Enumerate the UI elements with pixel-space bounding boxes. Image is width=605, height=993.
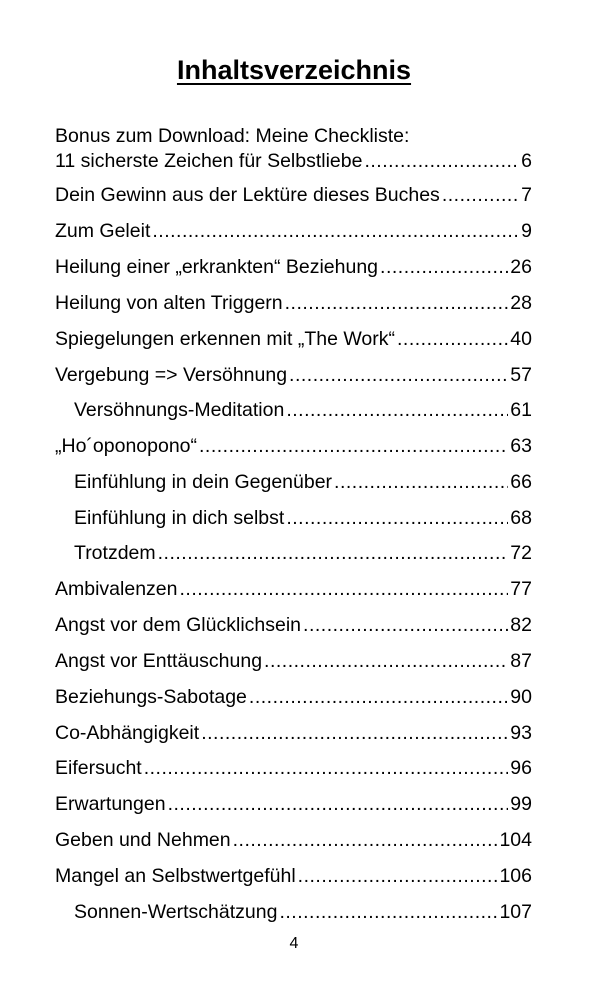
leader-dots <box>179 577 508 602</box>
toc-entry[interactable] <box>55 649 532 674</box>
toc-entry-label: Spiegelungen erkennen mit „The Work“ <box>55 328 395 350</box>
toc-entry[interactable] <box>55 685 532 710</box>
toc-entry[interactable] <box>55 327 532 352</box>
toc-entry-page: 63 <box>510 435 532 457</box>
toc-subentry[interactable] <box>55 541 532 566</box>
toc-entry-page: 77 <box>510 578 532 600</box>
leader-dots <box>144 756 509 781</box>
toc-entry-label: Erwartungen <box>55 793 166 815</box>
toc-entry-page: 7 <box>521 184 532 206</box>
toc-entry[interactable] <box>55 613 532 638</box>
toc-entry-label: Geben und Nehmen <box>55 829 231 851</box>
toc-entry-label-line2: 11 sicherste Zeichen für Selbstliebe <box>55 150 363 172</box>
toc-entry-page: 6 <box>521 150 532 172</box>
toc-entry[interactable] <box>55 219 532 244</box>
toc-entry-label: Co-Abhängigkeit <box>55 722 200 744</box>
toc-entry[interactable] <box>55 721 532 746</box>
toc-entry-page: 96 <box>510 757 532 779</box>
toc-entry-label: Angst vor dem Glücklichsein <box>55 614 302 636</box>
toc-entry[interactable] <box>55 183 532 208</box>
toc-entry[interactable] <box>55 255 532 280</box>
toc-entry-page: 90 <box>510 686 532 708</box>
toc-entry-page: 93 <box>510 722 532 744</box>
toc-entry-page: 107 <box>499 901 532 923</box>
toc-entry-page: 26 <box>510 256 532 278</box>
toc-entry-page: 57 <box>510 364 532 386</box>
toc-entry-page: 87 <box>510 650 532 672</box>
toc-entry-label: Einfühlung in dich selbst <box>74 507 285 529</box>
toc-entry-page: 66 <box>510 471 532 493</box>
toc-entry[interactable] <box>55 864 532 889</box>
leader-dots <box>201 721 508 746</box>
leader-dots <box>279 900 497 925</box>
toc-entry[interactable] <box>55 434 532 459</box>
toc-entry-line2 <box>55 149 532 174</box>
leader-dots <box>152 219 519 244</box>
toc-entry-label: Heilung von alten Triggern <box>55 292 283 314</box>
toc-entry-label: Einfühlung in dein Gegenüber <box>74 471 333 493</box>
toc-entry-bonus[interactable] <box>55 124 532 174</box>
toc-entry[interactable] <box>55 577 532 602</box>
toc-entry[interactable] <box>55 756 532 781</box>
toc-entry-label: Beziehungs-Sabotage <box>55 686 247 708</box>
toc-entry-label: Trotzdem <box>74 542 156 564</box>
leader-dots <box>158 541 509 566</box>
toc-entry[interactable] <box>55 363 532 388</box>
toc-entry[interactable] <box>55 828 532 853</box>
toc-entry-page: 28 <box>510 292 532 314</box>
toc-entry-label-line1: Bonus zum Download: Meine Checkliste: <box>55 125 410 147</box>
toc-entry-label: Mangel an Selbstwertgefühl <box>55 865 296 887</box>
toc-entry[interactable] <box>55 792 532 817</box>
leader-dots <box>334 470 508 495</box>
toc-entry-label: Angst vor Enttäuschung <box>55 650 263 672</box>
toc-entry-label: Sonnen-Wertschätzung <box>74 901 278 923</box>
toc-entry-page: 106 <box>499 865 532 887</box>
toc-entry-label: „Ho´oponopono“ <box>55 435 198 457</box>
toc-subentry[interactable] <box>55 900 532 925</box>
toc-entry-label: Ambivalenzen <box>55 578 178 600</box>
leader-dots <box>233 828 498 853</box>
toc-entry-label: Heilung einer „erkrankten“ Beziehung <box>55 256 379 278</box>
toc-entry-label: Vergebung => Versöhnung <box>55 364 288 386</box>
leader-dots <box>249 685 508 710</box>
leader-dots <box>298 864 498 889</box>
leader-dots <box>303 613 508 638</box>
toc-entry-page: 9 <box>521 220 532 242</box>
leader-dots <box>397 327 508 352</box>
leader-dots <box>380 255 508 280</box>
leader-dots <box>442 183 519 208</box>
toc-subentry[interactable] <box>55 398 532 423</box>
leader-dots <box>364 149 519 174</box>
toc-entry-page: 72 <box>510 542 532 564</box>
toc-entry-page: 61 <box>510 399 532 421</box>
toc-entry-page: 99 <box>510 793 532 815</box>
toc-entry-label: Versöhnungs-Meditation <box>74 399 285 421</box>
toc-entry-label: Eifersucht <box>55 757 142 779</box>
toc-subentry[interactable] <box>55 506 532 531</box>
toc-title-text: Inhaltsverzeichnis <box>176 55 412 85</box>
toc-entry-page: 104 <box>499 829 532 851</box>
toc-title <box>0 52 588 88</box>
toc-subentry[interactable] <box>55 470 532 495</box>
leader-dots <box>285 291 509 316</box>
leader-dots <box>168 792 509 817</box>
toc-entry-page: 68 <box>510 507 532 529</box>
toc-entry-label: Zum Geleit <box>55 220 151 242</box>
toc-entry[interactable] <box>55 291 532 316</box>
page-number: 4 <box>289 935 299 952</box>
toc-entry-page: 82 <box>510 614 532 636</box>
toc-entry-page: 40 <box>510 328 532 350</box>
leader-dots <box>286 506 508 531</box>
leader-dots <box>289 363 508 388</box>
toc-entry-label: Dein Gewinn aus der Lektüre dieses Buches <box>55 184 440 206</box>
leader-dots <box>264 649 508 674</box>
leader-dots <box>286 398 508 423</box>
leader-dots <box>199 434 508 459</box>
